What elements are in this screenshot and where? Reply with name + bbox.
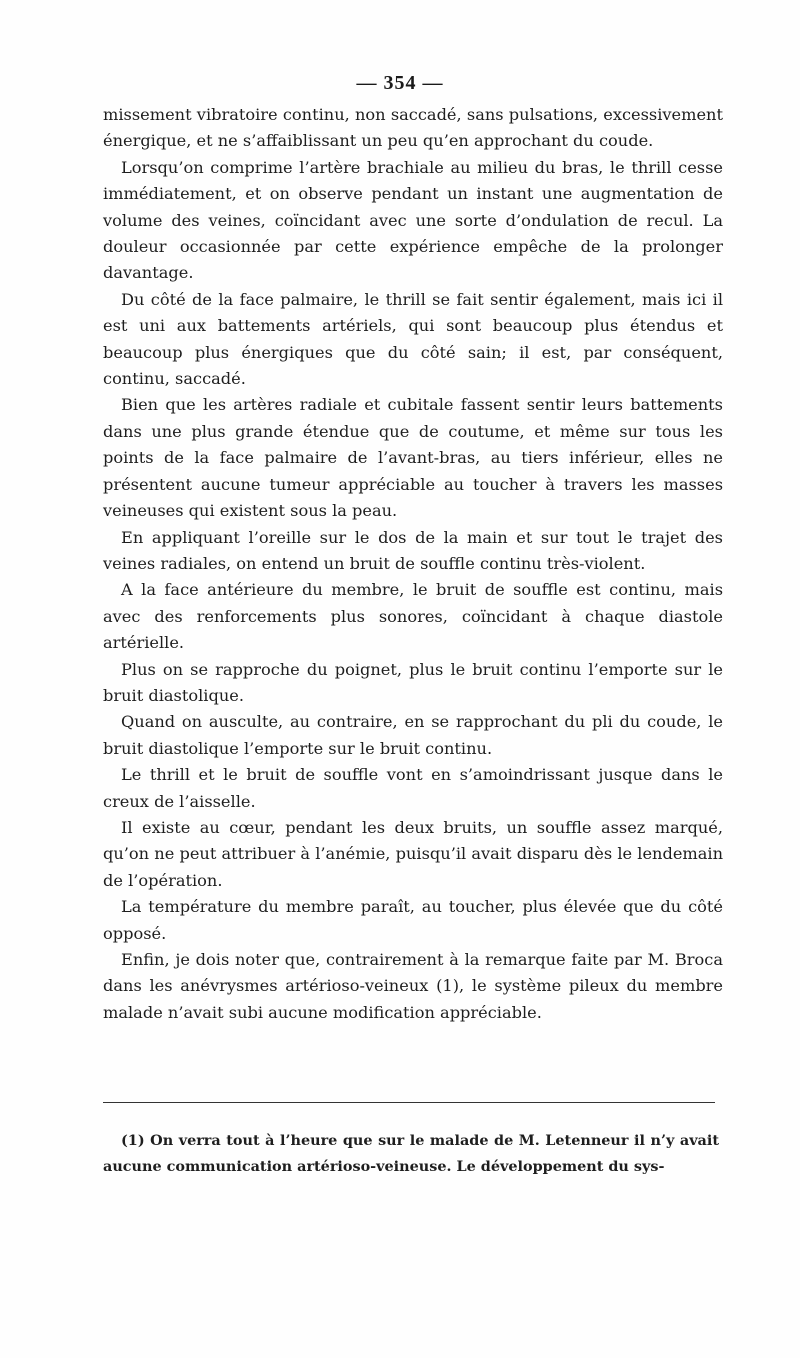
paragraph-elbow: Quand on ausculte, au contraire, en se rapprochant du pli du coude, le bruit diastolique l’emporte sur le bruit continu.	[103, 712, 723, 758]
paragraph-hair-system: Enfin, je dois noter que, contrairement à la remarque faite par M. Broca dans les anévrysmes artérioso-veineux (1), le système pileux du membre malade n’avait subi aucune modification appréciable.	[103, 950, 723, 1022]
paragraph-radial-cubital: Bien que les artères radiale et cubitale fassent sentir leurs battements dans une plus grande étendue que de coutume, et même sur tous les points de la face palmaire de l’avant-bras, au tiers inférieur, elles ne présentent aucune tumeur appréciable au toucher à travers les masses veineuses qui existent sous la peau.	[103, 395, 723, 521]
footnote	[103, 1128, 719, 1180]
page-number: — 354 —	[356, 72, 444, 94]
body-text	[103, 102, 723, 1026]
paragraph-temperature: La température du membre paraît, au toucher, plus élevée que du côté opposé.	[103, 897, 723, 943]
paragraph-auscultation-hand: En appliquant l’oreille sur le dos de la main et sur tout le trajet des veines radiales, on entend un bruit de souffle continu très-violent.	[103, 527, 723, 573]
footnote-text: (1) On verra tout à l’heure que sur le malade de M. Letenneur il n’y avait aucune communication artérioso-veineuse. Le développement du sys-	[103, 1132, 719, 1175]
paragraph-armpit: Le thrill et le bruit de souffle vont en s’amoindrissant jusque dans le creux de l’aisselle.	[103, 765, 723, 811]
paragraph-palmar-face: Du côté de la face palmaire, le thrill se fait sentir également, mais ici il est uni aux battements artériels, qui sont beaucoup plus étendus et beaucoup plus énergiques que du côté sain; il est, par conséquent, continu, saccadé.	[103, 289, 723, 389]
paragraph-continuation: missement vibratoire continu, non saccadé, sans pulsations, excessivement énergique, et ne s’affaiblissant un peu qu’en approchant du coude.	[103, 105, 723, 151]
footnote-divider	[103, 1102, 715, 1103]
paragraph-wrist: Plus on se rapproche du poignet, plus le bruit continu l’emporte sur le bruit diastolique.	[103, 659, 723, 705]
paragraph-anterior-face: A la face antérieure du membre, le bruit de souffle est continu, mais avec des renforcements plus sonores, coïncidant à chaque diastole artérielle.	[103, 580, 723, 653]
paragraph-heart: Il existe au cœur, pendant les deux bruits, un souffle assez marqué, qu’on ne peut attribuer à l’anémie, puisqu’il avait disparu dès le lendemain de l’opération.	[103, 817, 723, 890]
paragraph-brachial-compression: Lorsqu’on comprime l’artère brachiale au milieu du bras, le thrill cesse immédiatement, et on observe pendant un instant une augmentation de volume des veines, coïncidant avec une sorte d’ondulation de recul. La douleur occasionnée par cette expérience empêche de la prolonger davantage.	[103, 157, 723, 283]
